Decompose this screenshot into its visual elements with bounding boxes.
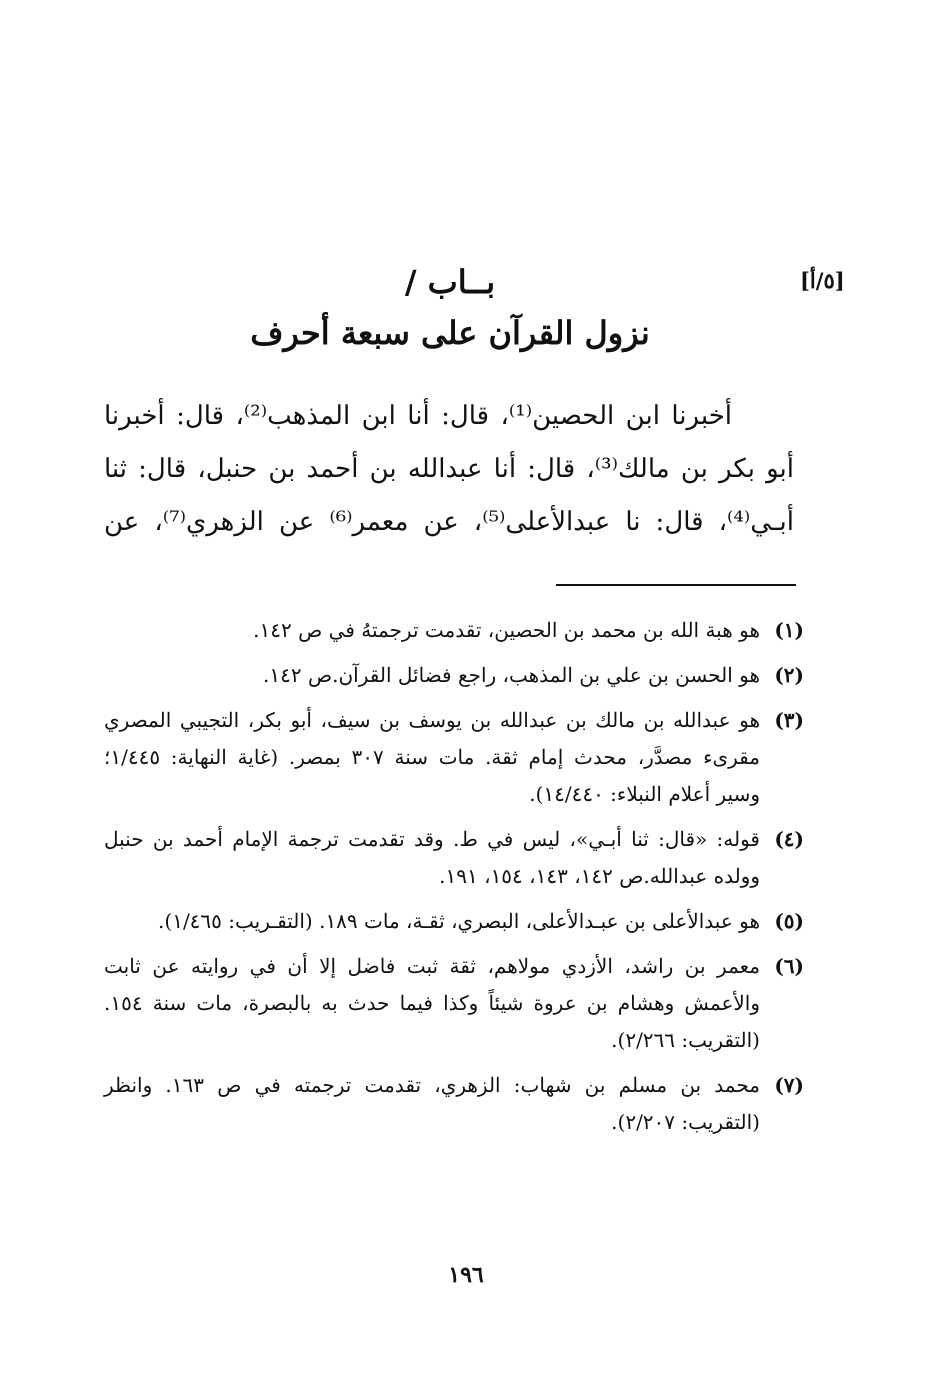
footnote-number: (٣) xyxy=(774,708,804,732)
footnote-item xyxy=(104,1067,804,1141)
footnotes-list xyxy=(104,612,804,1149)
footnote-item xyxy=(104,821,804,895)
chapter-subtitle: نزول القرآن على سبعة أحرف xyxy=(250,314,650,352)
footnote-text: هو عبدالله بن مالك بن عبدالله بن يوسف بن سيف، أبو بكر، التجيبي المصري مقرىء مصدَّر، محدث إمام ثقة. مات سنة ٣٠٧ بمصر. (غاية النهاية: ١/٤٤٥؛ وسير أعلام النبلاء: ١٤/٤٤٠). xyxy=(104,708,761,806)
chapter-title: بــاب / xyxy=(404,263,496,301)
footnote-text: هو هبة الله بن محمد بن الحصين، تقدمت ترجمتهُ في ص ١٤٢. xyxy=(253,618,760,642)
footnote-separator xyxy=(556,584,796,586)
footnote-item xyxy=(104,903,804,940)
main-text-block xyxy=(104,390,794,549)
page-number: ١٩٦ xyxy=(448,1262,484,1288)
footnote-number: (٦) xyxy=(774,954,804,978)
footnote-item xyxy=(104,612,804,649)
footnote-text: محمد بن مسلم بن شهاب: الزهري، تقدمت ترجمته في ص ١٦٣. وانظر (التقريب: ٢/٢٠٧). xyxy=(104,1073,760,1134)
footnote-item xyxy=(104,702,804,813)
main-text-line: أبـي⁽⁴⁾، قال: نا عبدالأعلى⁽⁵⁾، عن معمر⁽⁶⁾ عن الزهري⁽⁷⁾، عن xyxy=(104,507,794,537)
footnote-text: هو عبدالأعلى بن عبـدالأعلى، البصري، ثقـة، مات ١٨٩. (التقـريب: ١/٤٦٥). xyxy=(158,909,760,933)
main-text-line: أبو بكر بن مالك⁽³⁾، قال: أنا عبدالله بن أحمد بن حنبل، قال: ثنا xyxy=(104,454,794,484)
footnote-number: (١) xyxy=(774,618,804,642)
footnote-item xyxy=(104,657,804,694)
footnote-number: (٥) xyxy=(774,909,804,933)
folio-reference: [٥/أ] xyxy=(800,268,845,293)
footnote-number: (٤) xyxy=(774,827,804,851)
footnote-text: قوله: «قال: ثنا أبـي»، ليس في ط. وقد تقدمت ترجمة الإمام أحمد بن حنبل وولده عبدالله.ص ١٤٢، ١٤٣، ١٥٤، ١٩١. xyxy=(104,827,760,888)
footnote-item xyxy=(104,948,804,1059)
footnote-number: (٧) xyxy=(774,1073,804,1097)
footnote-text: هو الحسن بن علي بن المذهب، راجع فضائل القرآن.ص ١٤٢. xyxy=(263,663,760,687)
footnote-number: (٢) xyxy=(774,663,804,687)
footnote-text: معمر بن راشد، الأزدي مولاهم، ثقة ثبت فاضل إلا أن في روايته عن ثابت والأعمش وهشام بن عروة شيئاً وكذا فيما حدث به بالبصرة، مات سنة ١٥٤. (التقريب: ٢/٢٦٦). xyxy=(104,954,760,1052)
main-text-line: أخبرنا ابن الحصين⁽¹⁾، قال: أنا ابن المذهب⁽²⁾، قال: أخبرنا xyxy=(104,401,732,431)
